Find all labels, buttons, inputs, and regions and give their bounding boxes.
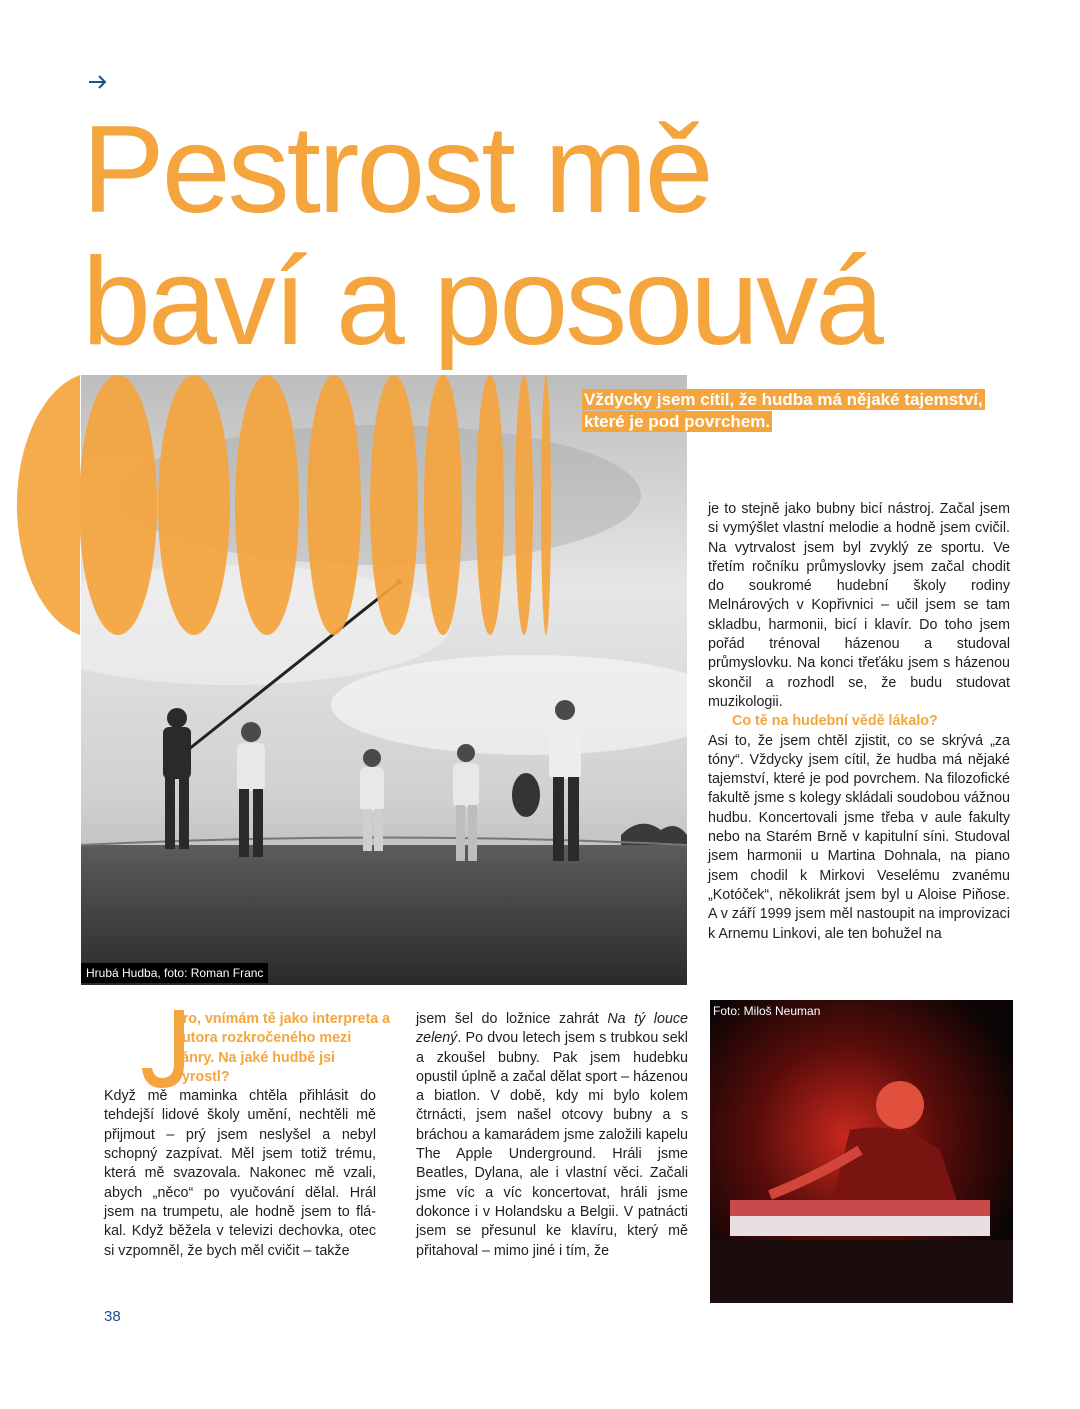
pull-quote	[582, 389, 1012, 433]
photo-caption: Hrubá Hudba, foto: Roman Franc	[81, 963, 268, 983]
article-column-middle	[416, 1010, 688, 1261]
arrow-right-icon	[86, 70, 110, 94]
body-text: Když mě maminka chtěla přihlásit do tehdejší lidové školy umění, nechtěli mě přijmout – prý jsem neslyšel a nebyl schopný zazpívat. Měl jsem totiž trému, která mě svazovala. Nakonec mě vzali, abych „něco“ po vyučování dělal. Hrál jsem na trumpetu, ale hodně jsem to flákal. Když běžela v televizi dechovka, otec si vzpomněl, že bych měl cvičit – takže	[104, 1088, 376, 1259]
pull-quote-text: Vždycky jsem cítil, že hudba má nějaké tajemství, které je pod povrchem.	[584, 390, 983, 431]
body-text-start: jsem šel do ložnice zahrát	[416, 1011, 608, 1027]
photo-caption: Foto: Miloš Neuman	[713, 1004, 821, 1018]
body-text-rest: . Po dvou letech jsem s trubkou sekl a zkoušel bubny. Pak jsem hudebku opustil úplně a začal dělat sport – házenou a biatlon. V době, kdy mi bylo kolem čtrnácti, jsem našel otcovy bubny a s bráchou a kamarádem jsme založili kapelu The Apple Underground. Hráli jsme Beatles, Dylana, ale i vlastní věci. Začali jsme víc a víc koncertovat, hráli jsme dokonce i v Holandsku a Belgii. V patnácti jsem se přesunul ke klavíru, který mě přitahoval – mimo jiné i tím, že	[416, 1030, 688, 1259]
title-line-1: Pestrost mě	[82, 101, 711, 239]
interview-question: uro, vnímám tě jako interpreta a autora rozkročeného mezi žánry. Na jaké hudbě jsi vyrostl?	[174, 1011, 391, 1085]
body-text: je to stejně jako bubny bicí nástroj. Začal jsem si vymýšlet vlastní melodie a hodně jsem cvičil. Na vytrvalost jsem byl zvyklý ze sportu. Ve třetím ročníku průmyslovky jsem začal chodit do soukromé hudební školy rodiny Melnárových v Kopřivnici – učil jsem se tam skladbu, harmonii, bicí i klavír. Do toho jsem pořád trénoval házenou a studoval průmyslovku. Na konci třeťáku jsem s házenou skončil a rozhodl se, že budu studovat muzikologii.	[708, 501, 1010, 710]
body-text: Asi to, že jsem chtěl zjistit, co se skrývá „za tóny“. Vždycky jsem cítil, že hudba má nějaké tajemství, které je pod povrchem. Na filozofické fakultě jsme s kolegy skládali soudobou vážnou hudbu. Koncertovali jsme třeba v aule fakulty nebo na Starém Brně v kapitulní síni. Studoval jsem harmonii u Martina Dohnala, na piano jsem chodil k Mirkovi Veselému zvanému „Kotóček“, několikrát jsem byl u Aloise Piňose. A v září 1999 jsem měl nastoupit na improvizaci k Arnemu Linkovi, ale ten bohužel na	[708, 732, 1010, 942]
pianist-photo	[710, 1000, 1013, 1303]
title-line-2: baví a posouvá	[82, 233, 882, 371]
page-number: 38	[104, 1308, 121, 1325]
decorative-ovals	[0, 370, 560, 645]
article-column-left	[104, 1010, 392, 1261]
song-title: Na tý louce zelený	[416, 1011, 688, 1047]
article-column-right	[708, 500, 1010, 944]
page-title	[82, 101, 882, 371]
body-text	[416, 1010, 688, 1261]
interview-question: Co tě na hudební vědě lákalo?	[732, 713, 938, 730]
